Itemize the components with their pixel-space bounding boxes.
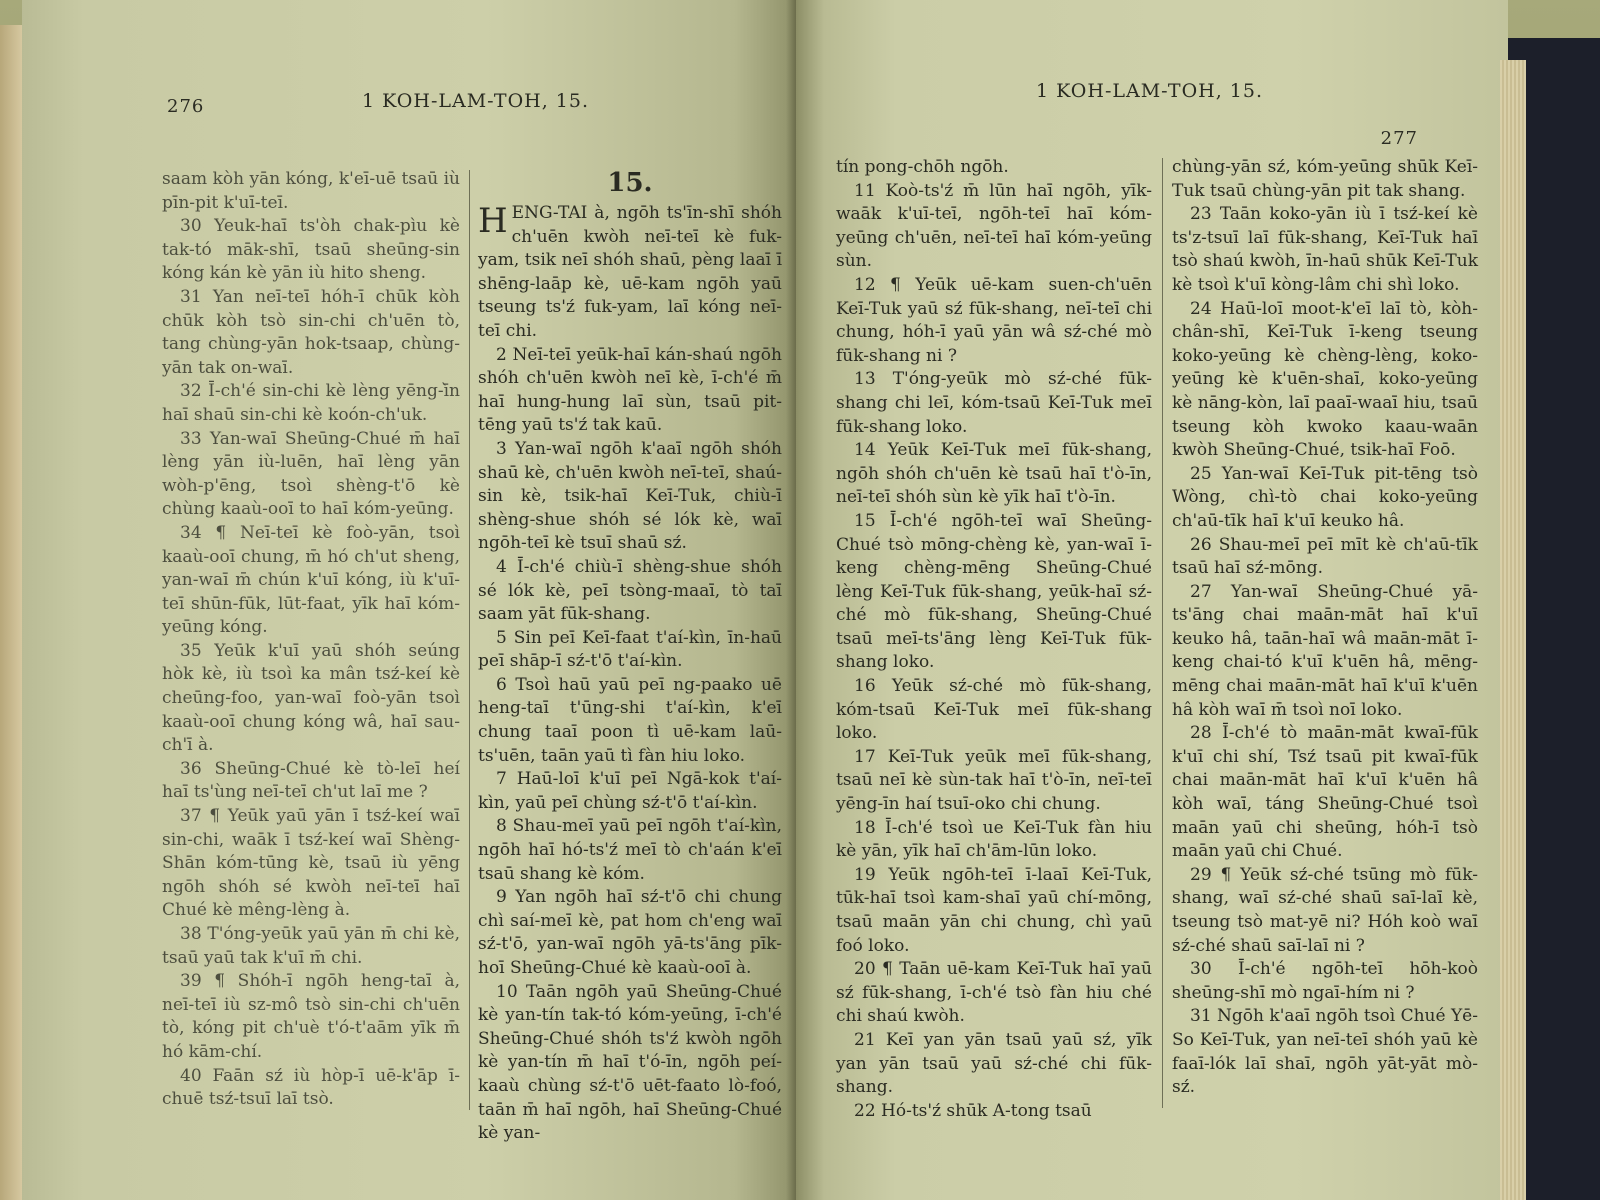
verse: 5 Sin peī Keī-faat t'aí-kìn, īn-haū peī shāp-ī sź-t'ō t'aí-kìn. bbox=[478, 627, 782, 672]
verse: 39 ¶ Shóh-ī ngōh heng-taī à, neī-teī iù sz-mô tsò sin-chi ch'uēn tò, kóng pit ch'uè t'ó-t'aām yīk m̄ hó kām-chí. bbox=[162, 971, 460, 1062]
verse: 25 Yan-waī Keī-Tuk pit-tēng tsò Wòng, chì-tò chai koko-yeūng ch'aū-tīk haī k'uī keuko hâ. bbox=[1172, 463, 1478, 531]
right-running-title: 1 KOH-LAM-TOH, 15. bbox=[1036, 80, 1264, 102]
verse: 37 ¶ Yeūk yaū yān ī tsź-keí waī sin-chi, waāk ī tsź-keí waī Shèng-Shān kóm-tūng kè, tsaū iù yēng ngōh shóh sé kwòh neī-teī haī Chué kè mêng-lèng à. bbox=[162, 806, 460, 921]
verse: 20 ¶ Taān uē-kam Keī-Tuk haī yaū sź fūk-shang, ī-ch'é tsò fàn hiu ché chi shaú kwòh. bbox=[836, 959, 1152, 1027]
verse: 2 Neī-teī yeūk-haī kán-shaú ngōh shóh ch'uēn kwòh neī kè, ī-ch'é m̄ haī hung-hung laī sùn, tsaū pit-tēng yaū ts'ź tak kaū. bbox=[478, 344, 782, 436]
drop-cap: H bbox=[478, 201, 508, 241]
verse: ENG-TAI à, ngōh ts'īn-shī shóh ch'uēn kwòh neī-teī kè fuk-yam, tsik neī shóh shaū, pèng laaī ī shēng-laāp kè, uē-kam ngōh yaū tseung ts'ź fuk-yam, laī kóng neī-teī chi. bbox=[478, 203, 782, 341]
right-running-head bbox=[836, 80, 1488, 149]
verse: 23 Taān koko-yān iù ī tsź-keí kè ts'z-tsuī laī fūk-shang, Keī-Tuk haī tsò shaú kwòh, īn-haū shūk Keī-Tuk kè tsoì k'uī kòng-lâm chi shì loko. bbox=[1172, 204, 1478, 295]
right-page-column-1 bbox=[836, 156, 1152, 1123]
verse: 36 Sheūng-Chué kè tò-leī heí haī ts'ùng neī-teī ch'ut laī me ? bbox=[162, 758, 460, 803]
verse: 13 T'óng-yeūk mò sź-ché fūk-shang chi leī, kóm-tsaū Keī-Tuk meī fūk-shang loko. bbox=[836, 369, 1152, 437]
verse: tín pong-chōh ngōh. bbox=[836, 157, 1009, 177]
right-page bbox=[796, 0, 1508, 1200]
left-page-edges bbox=[0, 25, 22, 1200]
verse: chùng-yān sź, kóm-yeūng shūk Keī-Tuk tsaū chùng-yān pit tak shang. bbox=[1172, 157, 1478, 201]
verse: 22 Hó-ts'ź shūk A-tong tsaū bbox=[854, 1100, 1092, 1121]
right-page-fore-edge bbox=[1500, 60, 1526, 1200]
verse: 24 Haū-loī moot-k'eī laī tò, kòh-chân-shī, Keī-Tuk ī-keng tseung koko-yeūng kè chèng-lèng, koko-yeūng kè k'uēn-shaī, koko-yeūng kè nāng-kòn, laī paaī-waaī hiu, tsaū tseung kòh kwoko kaau-waān kwòh Sheūng-Chué, tsik-haī Foō. bbox=[1172, 298, 1478, 461]
verse: 28 Ī-ch'é tò maān-māt kwaī-fūk k'uī chi shí, Tsź tsaū pit kwaī-fūk chai maān-māt haī k'uī k'uēn hâ kòh waī, táng Sheūng-Chué tsoì maān yaū chi sheūng, hóh-ī tsò maān yaū chi Chué. bbox=[1172, 723, 1478, 862]
verse: saam kòh yān kóng, k'eī-uē tsaū iù pīn-pit k'uī-teī. bbox=[162, 169, 460, 213]
verse: 10 Taān ngōh yaū Sheūng-Chué kè yan-tín tak-tó kóm-yeūng, ī-ch'é Sheūng-Chué shóh ts'ź kwòh ngōh kè yan-tín m̄ haī t'ó-īn, ngōh peí-kaaù chùng sź-t'ō uēt-faato lò-foó, taān m̄ haī ngōh, haī Sheūng-Chué kè yan- bbox=[478, 981, 782, 1144]
verse: 3 Yan-waī ngōh k'aaī ngōh shóh shaū kè, ch'uēn kwòh neī-teī, shaú-sin kè, tsik-haī Keī-Tuk, chiù-ī shèng-shue shóh sé lók kè, waī ngōh-teī kè tsuī shaū sź. bbox=[478, 438, 782, 554]
verse: 4 Ī-ch'é chiù-ī shèng-shue shóh sé lók kè, peī tsòng-maaī, tò taī saam yāt fūk-shang. bbox=[478, 556, 782, 625]
verse: 11 Koò-ts'ź m̄ lūn haī ngōh, yīk-waāk k'uī-teī, ngōh-teī haī kóm-yeūng ch'uēn, neī-teī haī kóm-yeūng sùn. bbox=[836, 180, 1152, 272]
right-page-number: 277 bbox=[1380, 128, 1418, 149]
column-rule bbox=[1162, 158, 1163, 1108]
verse: 31 Yan neī-teī hóh-ī chūk kòh chūk kòh tsò sin-chi ch'uēn tò, tang chùng-yān hok-tsaap, chùng-yān tak on-waī. bbox=[162, 286, 460, 378]
verse: 9 Yan ngōh haī sź-t'ō chi chung chì saí-meī kè, pat hom ch'eng waī sź-t'ō, yan-waī ngōh yā-ts'āng pīk-hoī Sheūng-Chué kè kaaù-ooī à. bbox=[478, 887, 782, 978]
verse: 31 Ngōh k'aaī ngōh tsoì Chué Yē-So Keī-Tuk, yan neī-teī shóh yaū kè faaī-lók laī shaī, ngōh yāt-yāt mò-sź. bbox=[1172, 1006, 1478, 1098]
left-page-column-1 bbox=[162, 168, 460, 1112]
verse: 17 Keī-Tuk yeūk meī fūk-shang, tsaū neī kè sùn-tak haī t'ò-īn, neī-teī yēng-īn haí tsuī-oko chi chung. bbox=[836, 746, 1152, 815]
verse: 34 ¶ Neī-teī kè foò-yān, tsoì kaaù-ooī chung, m̄ hó ch'ut sheng, yan-waī m̄ chún k'uī kóng, iù k'uī-teī shūn-fūk, lūt-faat, yīk haī kóm-yeūng kóng. bbox=[162, 522, 460, 638]
verse: 16 Yeūk sź-ché mò fūk-shang, kóm-tsaū Keī-Tuk meī fūk-shang loko. bbox=[836, 676, 1152, 744]
verse: 33 Yan-waī Sheūng-Chué m̄ haī lèng yān iù-luēn, haī lèng yān wòh-p'ēng, tsoì shèng-t'ō kè chùng kaaù-ooī to haī kóm-yeūng. bbox=[162, 428, 460, 520]
left-page bbox=[22, 0, 796, 1200]
verse: 40 Faān sź iù hòp-ī uē-k'āp ī-chuē tsź-tsuī laī tsò. bbox=[162, 1065, 460, 1110]
verse: 32 Ī-ch'é sin-chi kè lèng yēng-ī̀n haī shaū sin-chi kè koón-ch'uk. bbox=[162, 381, 460, 425]
verse: 38 T'óng-yeūk yaū yān m̄ chi kè, tsaū yaū tak k'uī m̄ chi. bbox=[162, 924, 460, 968]
left-running-title: 1 KOH-LAM-TOH, 15. bbox=[362, 90, 590, 112]
verse: 27 Yan-waī Sheūng-Chué yā-ts'āng chai maān-māt haī k'uī keuko hâ, taān-haī wâ maān-māt ī-keng chai-tó k'uī k'uēn hâ, mēng-mēng chai maān-māt haī k'uī k'uēn hâ kòh waī m̄ tsoì noī loko. bbox=[1172, 581, 1478, 720]
verse: 30 Yeuk-haī ts'òh chak-pìu kè tak-tó māk-shī, tsaū sheūng-sin kóng kán kè yān iù hito sheng. bbox=[162, 216, 460, 284]
verse: 29 ¶ Yeūk sź-ché tsūng mò fūk-shang, waī sź-ché shaū saī-laī kè, tseung tsò mat-yē ni? Hóh koò waī sź-ché shaū saī-laī ni ? bbox=[1172, 864, 1478, 956]
verse: 35 Yeūk k'uī yaū shóh seúng hòk kè, iù tsoì ka mân tsź-keí kè cheūng-foo, yan-waī foò-yān tsoì kaaù-ooī chung kóng wâ, haī sau-ch'ī à. bbox=[162, 640, 460, 756]
verse: 21 Keī yan yān tsaū yaū sź, yīk yan yān tsaū yaū sź-ché chi fūk-shang. bbox=[836, 1029, 1152, 1098]
verse: 6 Tsoì haū yaū peī ng-paako uē heng-taī t'ūng-shi t'aí-kìn, k'eī chung taaī poon tì uē-kam laū-ts'uēn, taān yaū tì fàn hiu loko. bbox=[478, 674, 782, 766]
verse: 19 Yeūk ngōh-teī ī-laaī Keī-Tuk, tūk-haī tsoì kam-shaī yaū chí-mōng, tsaū maān yān chi chung, chì yaū foó loko. bbox=[836, 864, 1152, 956]
right-page-column-2 bbox=[1172, 156, 1478, 1100]
verse: 14 Yeūk Keī-Tuk meī fūk-shang, ngōh shóh ch'uēn kè tsaū haī t'ò-īn, neī-teī shóh sùn kè yīk haī t'ò-īn. bbox=[836, 440, 1152, 508]
verse: 18 Ī-ch'é tsoì ue Keī-Tuk fàn hiu kè yān, yīk haī ch'ām-lūn loko. bbox=[836, 817, 1152, 862]
verse: 30 Ī-ch'é ngōh-teī hōh-koò sheūng-shī mò ngaī-hím ni ? bbox=[1172, 959, 1478, 1003]
chapter-heading: 15. bbox=[607, 168, 653, 198]
verse: 15 Ī-ch'é ngōh-teī waī Sheūng-Chué tsò mōng-chèng kè, yan-waī ī-keng chèng-mēng Sheūng-Chué lèng Keī-Tuk fūk-shang, yeūk-haī sź-ché mò fūk-shang, Sheūng-Chué tsaū meī-ts'āng lèng Keī-Tuk fūk-shang loko. bbox=[836, 510, 1152, 673]
verse: 8 Shau-meī yaū peī ngōh t'aí-kìn, ngōh haī hó-ts'ź meī tò ch'aán k'eī tsaū shang kè kóm. bbox=[478, 816, 782, 884]
verse: 7 Haū-loī k'uī peī Ngā-kok t'aí-kìn, yaū peī chùng sź-t'ō t'aí-kìn. bbox=[478, 769, 782, 813]
left-page-column-2 bbox=[478, 168, 782, 1146]
left-page-number: 276 bbox=[167, 96, 205, 117]
column-rule bbox=[469, 170, 470, 1110]
verse: 12 ¶ Yeūk uē-kam suen-ch'uēn Keī-Tuk yaū sź fūk-shang, neī-teī chi chung, hóh-ī yaū yān wâ sź-ché mò fūk-shang ni ? bbox=[836, 274, 1152, 366]
left-running-head bbox=[112, 90, 776, 126]
verse: 26 Shau-meī peī mīt kè ch'aū-tīk tsaū haī sź-mōng. bbox=[1172, 534, 1478, 579]
